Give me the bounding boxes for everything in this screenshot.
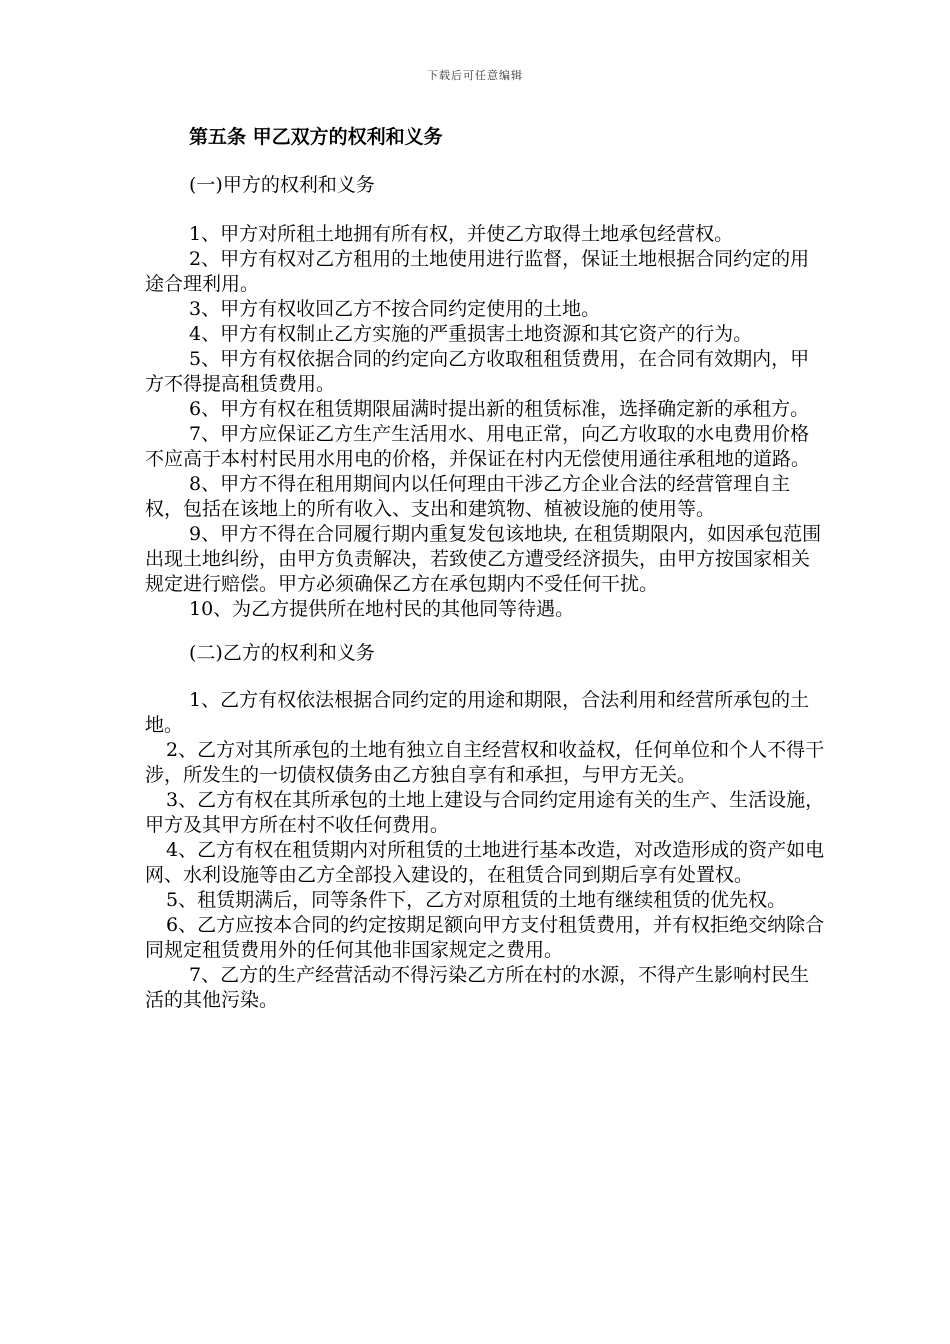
list-item: 6、甲方有权在租赁期限届满时提出新的租赁标准，选择确定新的承租方。: [189, 398, 810, 420]
list-item: 3、乙方有权在其所承包的土地上建设与合同约定用途有关的生产、生活设施，甲方及其甲方所在村不收任何费用。: [145, 789, 825, 836]
list-item: 5、甲方有权依据合同的约定向乙方收取租租赁费用，在合同有效期内，甲方不得提高租赁费用。: [145, 348, 810, 395]
section-b-list: [145, 688, 825, 1013]
document-body: [145, 120, 825, 1013]
list-item: 5、租赁期满后，同等条件下，乙方对原租赁的土地有继续租赁的优先权。: [166, 889, 787, 911]
list-item: 4、乙方有权在租赁期内对所租赁的土地进行基本改造，对改造形成的资产如电网、水利设施等由乙方全部投入建设的，在租赁合同到期后享有处置权。: [145, 839, 825, 886]
article-title: 第五条 甲乙双方的权利和义务: [189, 126, 443, 148]
list-item: 9、甲方不得在合同履行期内重复发包该地块, 在租赁期限内，如因承包范围出现土地纠纷，由甲方负责解决，若致使乙方遭受经济损失，由甲方按国家相关规定进行赔偿。甲方必须确保乙方在承包期内不受任何干扰。: [145, 523, 822, 595]
list-item: 1、甲方对所租土地拥有所有权，并使乙方取得土地承包经营权。: [189, 223, 734, 245]
page-header: 下载后可任意编辑: [427, 69, 523, 82]
section-a-list: [145, 222, 825, 622]
list-item: 6、乙方应按本合同的约定按期足额向甲方支付租赁费用，并有权拒绝交纳除合同规定租赁费用外的任何其他非国家规定之费用。: [145, 914, 825, 961]
list-item: 8、甲方不得在租用期间内以任何理由干涉乙方企业合法的经营管理自主权，包括在该地上的所有收入、支出和建筑物、植被设施的使用等。: [145, 473, 791, 520]
list-item: 2、乙方对其所承包的土地有独立自主经营权和收益权，任何单位和个人不得干涉，所发生的一切债权债务由乙方独自享有和承担，与甲方无关。: [145, 739, 825, 786]
section-a-heading: (一)甲方的权利和义务: [189, 174, 375, 196]
list-item: 1、乙方有权依法根据合同约定的用途和期限，合法利用和经营所承包的土地。: [145, 689, 810, 736]
list-item: 10、为乙方提供所在地村民的其他同等待遇。: [189, 598, 575, 620]
list-item: 7、乙方的生产经营活动不得污染乙方所在村的水源，不得产生影响村民生活的其他污染。: [145, 964, 810, 1011]
list-item: 7、甲方应保证乙方生产生活用水、用电正常，向乙方收取的水电费用价格不应高于本村村民用水用电的价格，并保证在村内无偿使用通往承租地的道路。: [145, 423, 811, 470]
section-b-heading: (二)乙方的权利和义务: [189, 642, 375, 664]
list-item: 3、甲方有权收回乙方不按合同约定使用的土地。: [189, 298, 601, 320]
list-item: 2、甲方有权对乙方租用的土地使用进行监督，保证土地根据合同约定的用途合理利用。: [145, 248, 810, 295]
list-item: 4、甲方有权制止乙方实施的严重损害土地资源和其它资产的行为。: [189, 323, 753, 345]
